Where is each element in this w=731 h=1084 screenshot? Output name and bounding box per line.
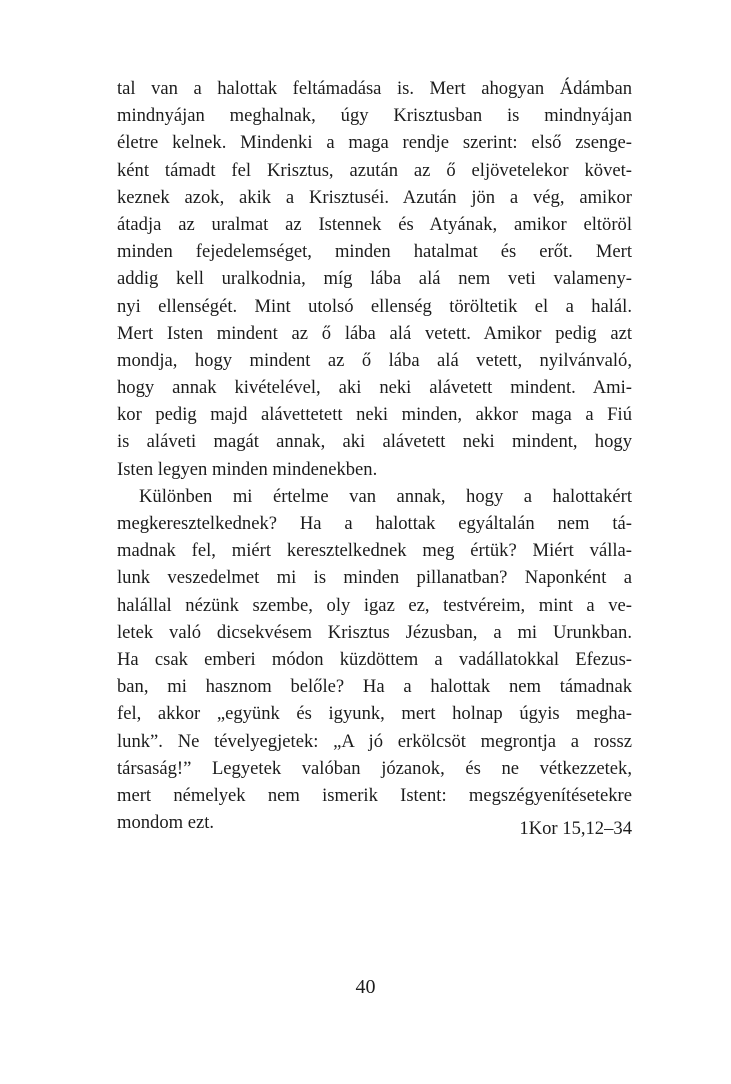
paragraph-2 [117, 483, 632, 836]
text-line: lunk veszedelmet mi is minden pillanatban? Naponként a [117, 567, 632, 589]
text-line: keznek azok, akik a Krisztuséi. Azután jön a vég, amikor [117, 186, 632, 208]
text-line: Különben mi értelme van annak, hogy a halottakért [139, 485, 632, 507]
text-line: kor pedig majd alávettetett neki minden, akkor maga a Fiú [117, 404, 632, 426]
text-line: Isten legyen minden mindenekben. [117, 458, 378, 480]
text-line: életre kelnek. Mindenki a maga rendje szerint: első zsenge- [117, 132, 632, 154]
text-line: tal van a halottak feltámadása is. Mert ahogyan Ádámban [117, 78, 632, 99]
text-line: letek való dicsekvésem Krisztus Jézusban, a mi Urunkban. [117, 621, 632, 643]
page-number: 40 [355, 976, 376, 998]
text-line: is aláveti magát annak, aki alávetett neki mindent, hogy [117, 431, 632, 453]
text-line: ként támadt fel Krisztus, azután az ő eljövetelekor követ- [117, 159, 632, 181]
text-line: addig kell uralkodnia, míg lába alá nem veti valameny- [117, 268, 632, 290]
text-line: társaság!” Legyetek valóban józanok, és ne vétkezzetek, [117, 757, 632, 779]
text-line: mondom ezt. [117, 812, 215, 834]
text-line: minden fejedelemséget, minden hatalmat és erőt. Mert [117, 241, 632, 263]
body-text [117, 75, 632, 836]
text-line: madnak fel, miért keresztelkednek meg értük? Miért válla- [117, 540, 632, 562]
text-line: mindnyájan meghalnak, úgy Krisztusban is mindnyájan [117, 105, 632, 127]
paragraph-1 [117, 75, 632, 483]
text-line: halállal nézünk szembe, oly igaz ez, testvéreim, mint a ve- [117, 594, 632, 616]
text-line: átadja az uralmat az Istennek és Atyának, amikor eltöröl [117, 213, 632, 235]
text-line: mert némelyek nem ismerik Istent: megszégyenítésetekre [117, 784, 632, 806]
text-line: mondja, hogy mindent az ő lába alá vetett, nyilvánvaló, [117, 349, 632, 371]
text-line: ban, mi hasznom belőle? Ha a halottak nem támadnak [117, 676, 632, 698]
text-line: lunk”. Ne tévelyegjetek: „A jó erkölcsöt megrontja a rossz [117, 730, 632, 752]
text-line: Mert Isten mindent az ő lába alá vetett. Amikor pedig azt [117, 322, 632, 344]
text-line: hogy annak kivételével, aki neki alávetett mindent. Ami- [117, 377, 632, 399]
text-line: fel, akkor „együnk és igyunk, mert holnap úgyis megha- [117, 703, 632, 725]
text-line: megkeresztelkednek? Ha a halottak egyáltalán nem tá- [117, 513, 632, 534]
text-line: nyi ellenségét. Mint utolsó ellenség töröltetik el a halál. [117, 295, 632, 317]
text-line: Ha csak emberi módon küzdöttem a vadállatokkal Efezus- [117, 648, 632, 670]
scripture-reference: 1Kor 15,12–34 [519, 818, 632, 839]
